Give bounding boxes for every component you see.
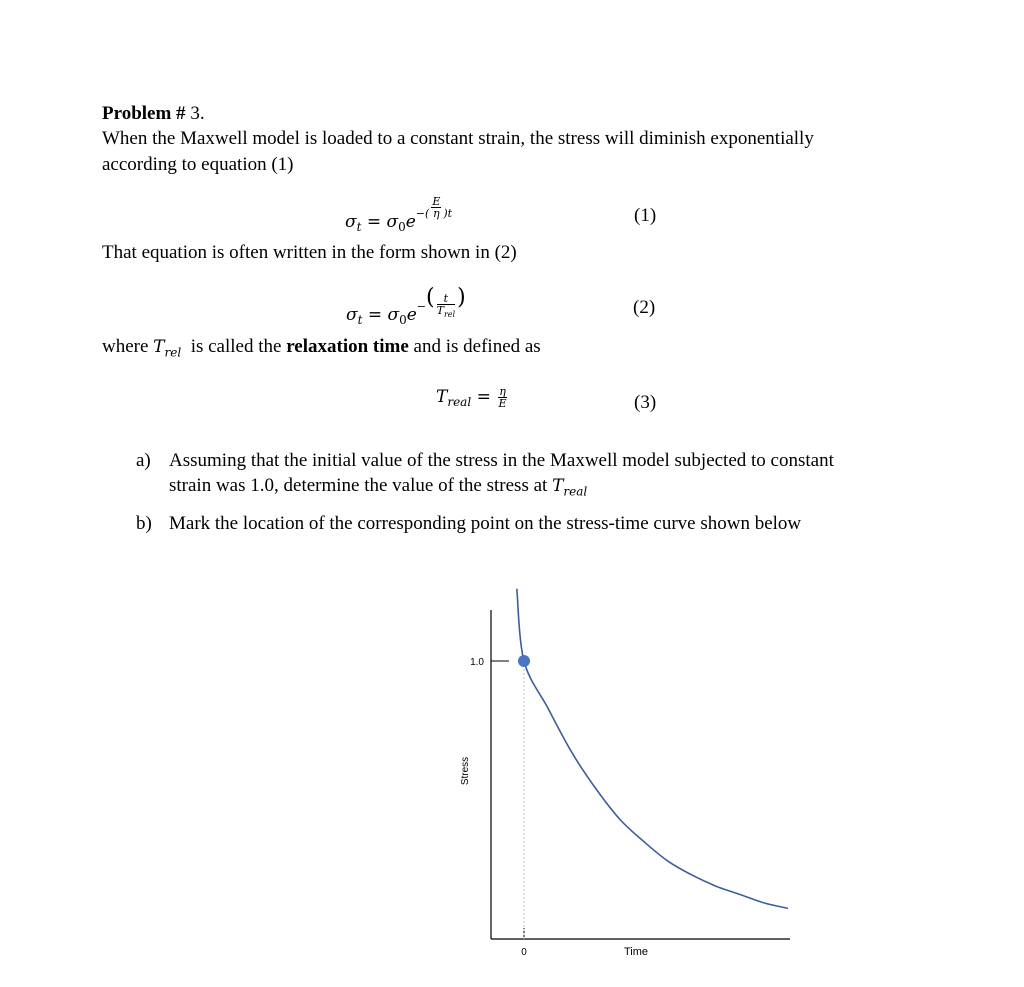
y-tick-label: 1.0 [470, 657, 484, 668]
marked-point [518, 655, 530, 667]
question-b: b) Mark the location of the corresponding point on the stress-time curve shown below [136, 513, 802, 534]
relaxation-time-term: relaxation time [286, 336, 409, 357]
where-line: where $T_{rel}$ is called the relaxation time and is defined as [102, 336, 541, 360]
equation-3: $T_{real}$ = $\frac{\eta}{E}$ [436, 385, 507, 410]
x-axis-label: Time [623, 946, 649, 958]
y-axis-label: Stress [460, 756, 471, 786]
question-a: a) Assuming that the initial value of the stress in the Maxwell model subjected to constant strain was 1.0, determine the value of the stress at $T_{real}$ [136, 450, 834, 499]
equation-3-label: (3) [634, 392, 657, 413]
form-text: That equation is often written in the form shown in (2) [102, 242, 517, 263]
equation-2: $\sigma_t = \sigma_0e^{-( \frac{t}{T_{rel}} )}$ [346, 285, 466, 327]
x-tick-label: 0 [521, 947, 527, 958]
t-real-symbol: $T_{real}$ [552, 476, 588, 499]
problem-title: Problem # 3. [102, 103, 205, 124]
equation-2-label: (2) [633, 297, 656, 318]
t-rel-symbol: $T_{rel}$ [153, 337, 182, 360]
intro-line-1: When the Maxwell model is loaded to a constant strain, the stress will diminish exponentially [102, 128, 814, 149]
equation-1-label: (1) [634, 205, 657, 226]
stress-curve [517, 589, 788, 909]
equation-1: $\sigma_t = \sigma_0e^{-( \frac{E}{\eta} )t}$ [345, 195, 453, 234]
intro-line-2: according to equation (1) [102, 154, 294, 175]
